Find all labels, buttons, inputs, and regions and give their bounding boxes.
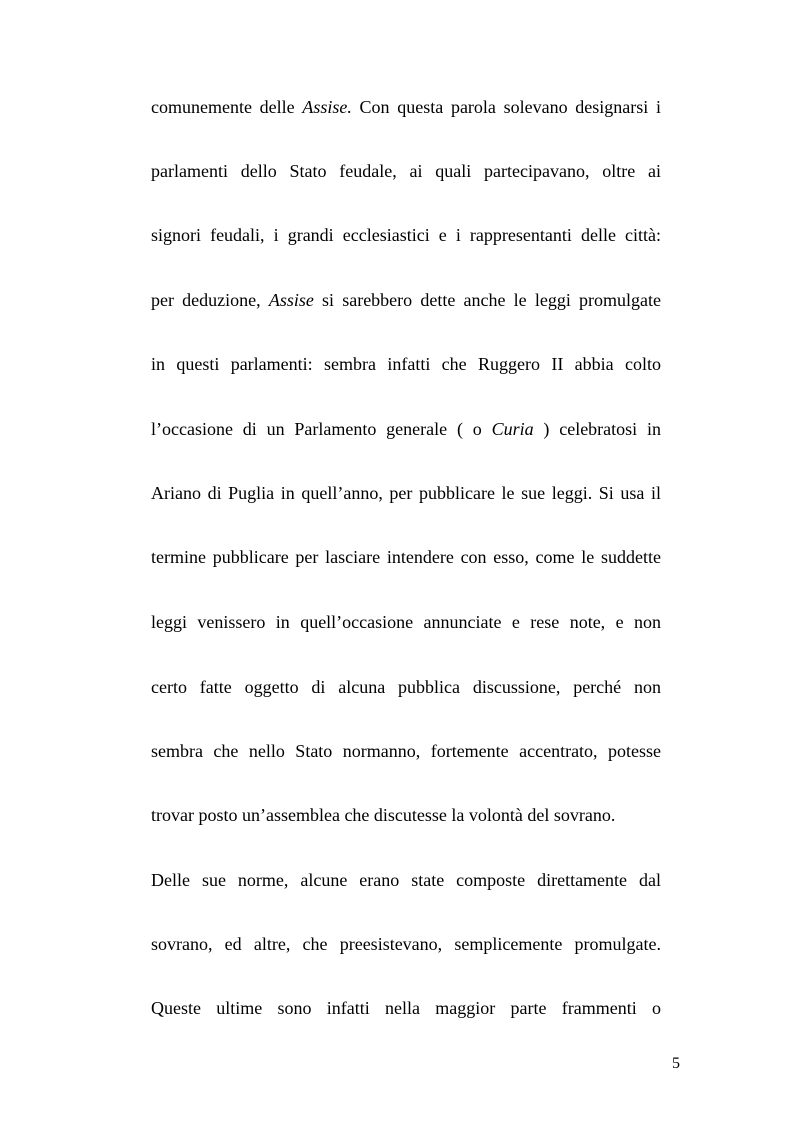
text-segment: sovrano, ed altre, che preesistevano, semplicemente promulgate.: [151, 934, 661, 954]
page-number: 5: [672, 1055, 680, 1072]
text-line-12: [151, 803, 661, 827]
text-segment: sembra che nello Stato normanno, fortemente accentrato, potesse: [151, 741, 661, 761]
text-line-4: [151, 288, 661, 312]
text-line-8: [151, 545, 661, 569]
text-line-11: [151, 739, 661, 763]
text-segment: Delle sue norme, alcune erano state composte direttamente dal: [151, 870, 661, 890]
text-segment: ) celebratosi in: [533, 419, 661, 439]
text-segment: termine pubblicare per lasciare intendere con esso, come le suddette: [151, 547, 661, 567]
italic-term: Curia: [491, 419, 534, 439]
text-segment: certo fatte oggetto di alcuna pubblica discussione, perché non: [151, 677, 661, 697]
text-segment: l’occasione di un Parlamento generale ( o: [151, 419, 492, 439]
text-line-3: [151, 223, 661, 247]
text-segment: si sarebbero dette anche le leggi promulgate: [313, 290, 662, 310]
text-segment: Con questa parola solevano designarsi i: [351, 97, 661, 117]
text-line-10: [151, 675, 661, 699]
text-segment: leggi venissero in quell’occasione annunciate e rese note, e non: [151, 612, 661, 632]
text-line-15: [151, 996, 661, 1020]
text-line-5: [151, 352, 661, 376]
italic-term: Assise: [268, 290, 314, 310]
text-line-13: [151, 868, 661, 892]
text-line-6: [151, 417, 661, 441]
text-segment: trovar posto un’assemblea che discutesse la volontà del sovrano.: [151, 805, 616, 825]
text-segment: in questi parlamenti: sembra infatti che Ruggero II abbia colto: [151, 354, 661, 374]
text-line-14: [151, 932, 661, 956]
text-segment: parlamenti dello Stato feudale, ai quali partecipavano, oltre ai: [151, 161, 661, 181]
text-line-2: [151, 159, 661, 183]
text-segment: Ariano di Puglia in quell’anno, per pubblicare le sue leggi. Si usa il: [151, 483, 661, 503]
text-segment: Queste ultime sono infatti nella maggior parte frammenti o: [151, 998, 661, 1018]
text-segment: signori feudali, i grandi ecclesiastici e i rappresentanti delle città:: [151, 225, 661, 245]
text-line-7: [151, 481, 661, 505]
text-line-9: [151, 610, 661, 634]
text-line-1: [151, 95, 661, 119]
text-segment: per deduzione,: [151, 290, 269, 310]
text-segment: comunemente delle: [151, 97, 303, 117]
italic-term: Assise.: [302, 97, 352, 117]
